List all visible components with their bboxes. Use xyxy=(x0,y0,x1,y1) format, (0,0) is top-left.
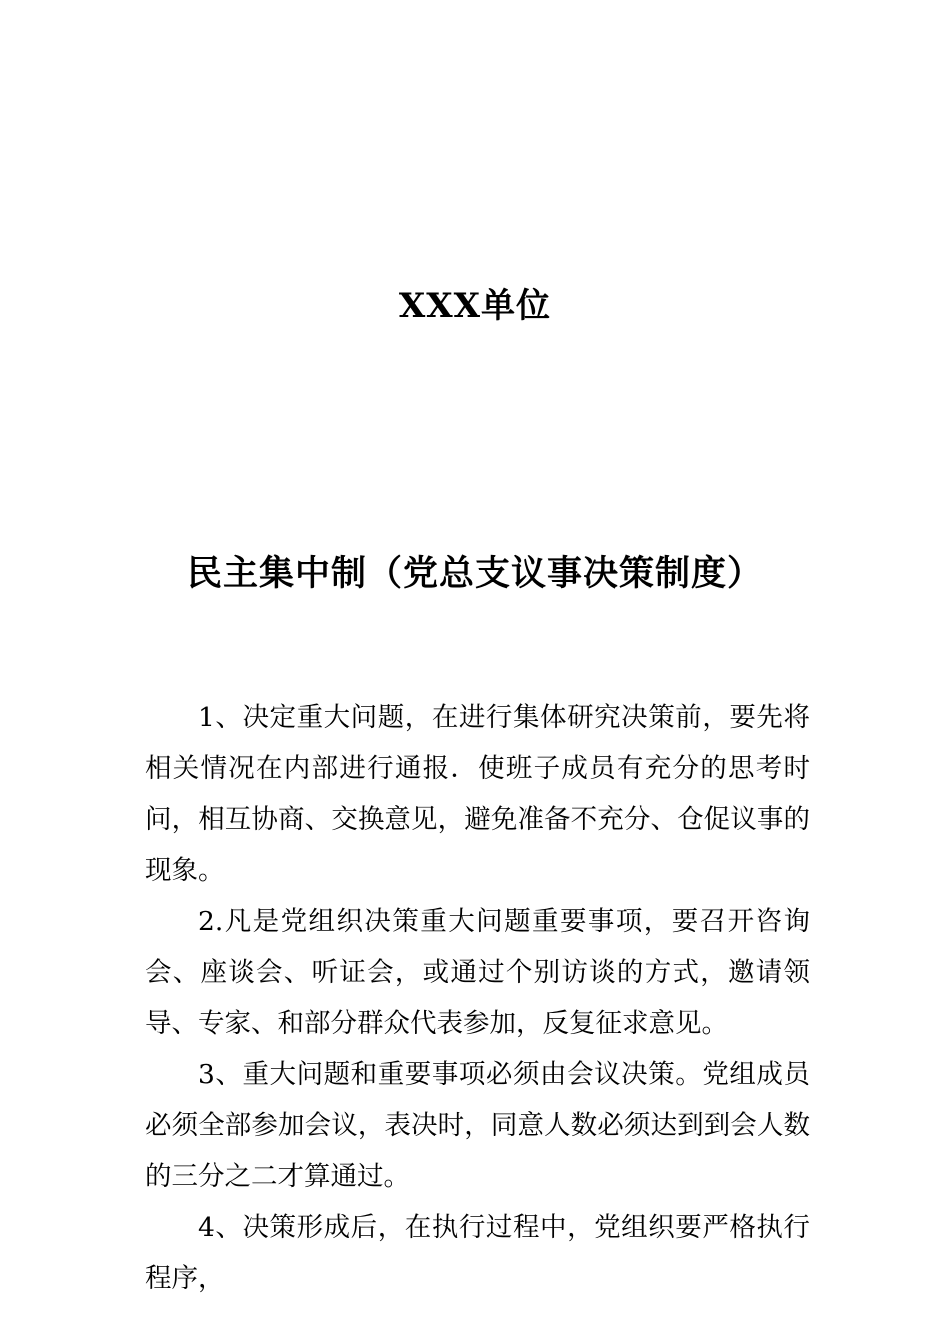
paragraph-3: 3、重大问题和重要事项必须由会议决策。党组成员必须全部参加会议，表决时，同意人数必须达到到会人数的三分之二才算通过。 xyxy=(145,1059,810,1192)
paragraph-1: 1、决定重大问题，在进行集体研究决策前，要先将相关情况在内部进行通报．使班子成员有充分的思考时问，相互协商、交换意见，避免准备不充分、仓促议事的现象。 xyxy=(145,702,810,886)
document-title: 民主集中制（党总支议事决策制度） xyxy=(186,554,763,594)
paragraph-4: 4、决策形成后，在执行过程中，党组织要严格执行程序， xyxy=(145,1212,810,1294)
unit-title: XXX单位 xyxy=(398,286,552,326)
document-body xyxy=(145,692,810,1304)
paragraph-2: 2.凡是党组织决策重大问题重要事项，要召开咨询会、座谈会、听证会，或通过个别访谈的方式，邀请领导、专家、和部分群众代表参加，反复征求意见。 xyxy=(145,906,810,1039)
